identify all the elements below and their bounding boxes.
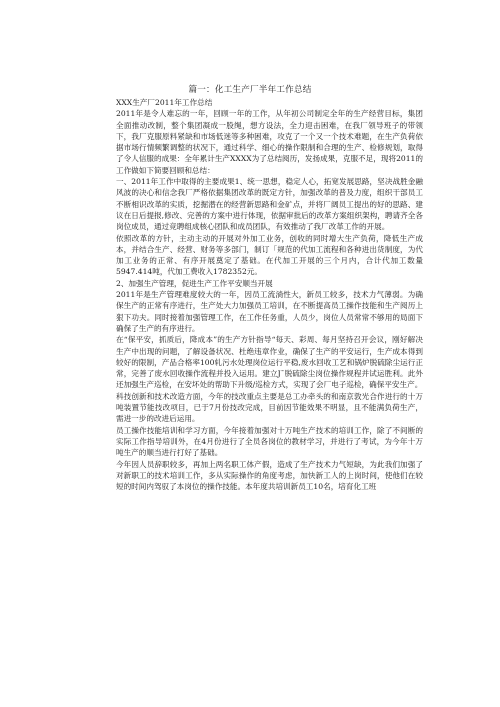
intro-paragraph: 2011年是令人难忘的一年，回顾一年的工作，从年初公司制定全年的生产经营目标，集团全面推动改制，整个集团凝成一股绳，想方设法，全力迎击困难，在我厂领导班子的带领下，我厂克服原料紧缺和市场低迷等多种困难，攻克了一个又一个技术难题，在生产负荷依据市场行情频繁调整的状况下，通过科学、细心的操作限制和合理的生产、检修规划，取得了令人信服的成果：全年累计生产XXXX为了总结阅历，发扬成果，克服不足，现将2011的工作做如下简要回顾和总结： — [116, 109, 423, 175]
production-paragraph: 2011年是生产管理难度较大的一年，因员工流淌性大，新员工较多，技术力气薄弱。为确保生产的正常有序进行，生产处大力加强员工培训，在不断提高员工操作技能和生产阅历上狠下功夫。同时接着加强管理工作，在工作任务重，人员少，岗位人员常常不够用的局面下确保了生产的有序进行。 — [116, 290, 423, 333]
document-body — [116, 97, 423, 492]
staffing-paragraph: 今年因人员辞职较多，再加上两名职工体产假，造成了生产技术力气短缺，为此我们加强了对新职工的技术培训工作，多从实际操作的角度考虑，加快新工人的上岗时间，使他们在较短的时间内驾驭了本岗位的操作技能。本年度共培训新员工10名，培育化工班 — [116, 459, 423, 492]
subtitle-line: XXX生产厂2011年工作总结 — [116, 98, 213, 107]
innovation-paragraph: 科技创新和技术改造方面，今年的技改重点主要是总工办牵头的和南京敦光合作进行的十万吨装置节能技改项目，已于7月份技改完成，目前因节能效果不明显，且不能满负荷生产，需进一步的改进后运用。 — [116, 391, 423, 424]
training-paragraph: 员工操作技能培训和学习方面，今年接着加强对十万吨生产技术的培训工作，除了不间断的实际工作指导培训外，在4月份进行了全员各岗位的教材学习，并进行了考试，为今年十万吨生产的顺当进行打好了基础。 — [116, 425, 423, 458]
safety-paragraph: 在“保平安，抓质后，降成本”的生产方针指导“每天、彩周、每月坚持召开会议，刚好解决生产中出现的问题，了解设备状况、杜绝违章作业，确保了生产的平安运行，生产成本得到较好的限制，产品合格率100轧污水处理岗位运行平稳,废水回收工艺和锅炉脱硫除尘运行正常，完善了废水回收操作流程并投入运用。建立J¯脱硫除尘岗位操作规程并试运胜利。此外还加强生产巡检，在安坏处的帮助下升级/巡检方式，实现了会厂电子巡检，确保平安生产。 — [116, 335, 423, 390]
processing-paragraph: 依照改革的方针，主动主动的开展对外加工业务，创收的同时增大生产负荷，降低生产成本，并结合生产、经营、财务等多部门，制订「规范的代加工流程和各种进出货制度，为代加工业务的正常、有序开展奠定了基础。在代加工开展的三个月内，合计代加工数量5947.414吨，代加工费收入1782352元。 — [116, 233, 423, 277]
section-1-paragraph: 一、2011年工作中取得的主要成果1、统一思想，稳定人心，拓宽发展思路，坚决战胜金融风波的决心和信念我厂严格依据集团改革的既定方针，加强改革的普及力度，组织干部员工不断相识改革的实质，挖掘潜在的经营新思路和金矿点，并将厂阔员工提出的好的思路、建议在日后提报,修改、完善的方案中进行体现，依据审批后的改革方案组织架构，聘请齐全各岗位成员，通过竞聘组成核心团队和成员团队，有效推动了我厂改革工作的开展。 — [116, 177, 423, 232]
section-2-heading: 2、加强生产管理，促进生产工作平安顺当开展 — [116, 278, 273, 288]
document-title: 篇一：化工生产厂半年工作总结 — [188, 85, 312, 95]
